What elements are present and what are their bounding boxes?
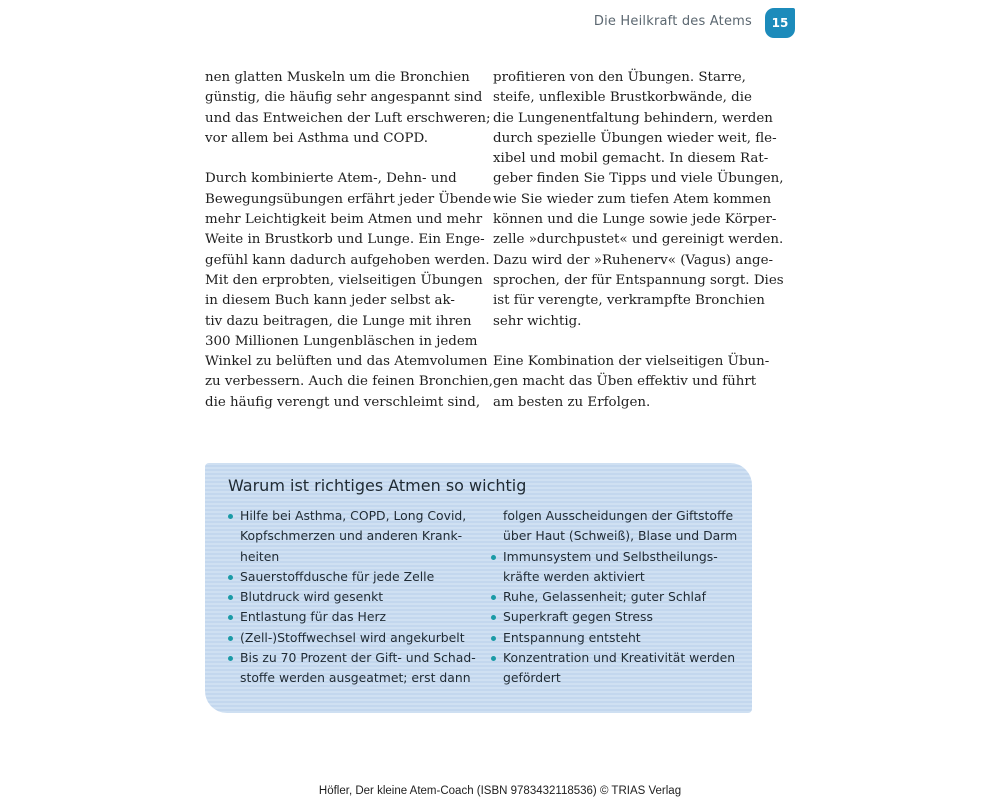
- text-line: Sauerstoffdusche für jede Zelle: [240, 568, 435, 584]
- paragraph: [493, 352, 768, 413]
- bullet-icon: [491, 656, 496, 661]
- text-line: Bewegungsübungen erfährt jeder Übende: [205, 191, 492, 207]
- list-item: [491, 607, 746, 627]
- text-line: gefördert: [503, 670, 561, 686]
- list-item-continuation: [491, 506, 746, 547]
- list-item: [228, 628, 483, 648]
- bullet-icon: [491, 636, 496, 641]
- text-line: tiv dazu beitragen, die Lunge mit ihren: [205, 313, 472, 329]
- text-line: steife, unflexible Brustkorbwände, die: [493, 90, 752, 106]
- text-line: sprochen, der für Entspannung sorgt. Dies: [493, 272, 784, 288]
- text-line: durch spezielle Übungen wieder weit, fle-: [493, 130, 777, 146]
- text-line: vor allem bei Asthma und COPD.: [205, 130, 429, 146]
- text-line: Mit den erprobten, vielseitigen Übungen: [205, 272, 483, 288]
- text-line: gen macht das Üben effektiv und führt: [493, 374, 757, 390]
- text-line: Superkraft gegen Stress: [503, 609, 653, 625]
- info-list-right: [491, 506, 746, 689]
- text-line: Ruhe, Gelassenheit; guter Schlaf: [503, 589, 706, 605]
- text-line: geber finden Sie Tipps und viele Übungen,: [493, 171, 784, 187]
- text-line: Konzentration und Kreativität werden: [503, 650, 736, 666]
- paragraph: [493, 68, 784, 332]
- text-line: mehr Leichtigkeit beim Atmen und mehr: [205, 212, 483, 228]
- info-list-left: [228, 506, 483, 689]
- bullet-icon: [228, 514, 233, 519]
- body-column-right: [493, 68, 784, 413]
- text-line: stoffe werden ausgeatmet; erst dann: [240, 670, 471, 686]
- footer-citation: Höfler, Der kleine Atem-Coach (ISBN 9783432118536) © TRIAS Verlag: [318, 785, 682, 797]
- running-head: Die Heilkraft des Atems: [593, 14, 752, 29]
- text-line: (Zell-)Stoffwechsel wird angekurbelt: [240, 629, 465, 645]
- list-item: [228, 648, 483, 689]
- text-line: Bis zu 70 Prozent der Gift- und Schad-: [240, 650, 476, 666]
- list-item: [228, 567, 483, 587]
- bullet-icon: [491, 615, 496, 620]
- text-line: xibel und mobil gemacht. In diesem Rat-: [493, 151, 769, 167]
- text-line: Immunsystem und Selbstheilungs-: [503, 548, 718, 564]
- text-line: Kopfschmerzen und anderen Krank-: [240, 528, 463, 544]
- text-line: wie Sie wieder zum tiefen Atem kommen: [493, 191, 772, 207]
- text-line: am besten zu Erfolgen.: [493, 394, 651, 410]
- text-line: günstig, die häufig sehr angespannt sind: [205, 90, 483, 106]
- list-item: [228, 587, 483, 607]
- list-item: [491, 587, 746, 607]
- text-line: heiten: [240, 548, 280, 564]
- list-item: [491, 648, 746, 689]
- info-box-title: Warum ist richtiges Atmen so wichtig: [228, 476, 527, 495]
- text-line: Hilfe bei Asthma, COPD, Long Covid,: [240, 508, 467, 523]
- text-line: Winkel zu belüften und das Atemvolumen: [205, 354, 488, 370]
- body-column-left: [205, 68, 493, 413]
- bullet-icon: [491, 595, 496, 600]
- bullet-icon: [228, 656, 233, 661]
- text-line: Eine Kombination der vielseitigen Übun-: [493, 354, 770, 370]
- text-line: Dazu wird der »Ruhenerv« (Vagus) ange-: [493, 252, 774, 268]
- text-line: folgen Ausscheidungen der Giftstoffe: [503, 508, 734, 523]
- text-line: Entlastung für das Herz: [240, 609, 387, 625]
- text-line: über Haut (Schweiß), Blase und Darm: [503, 528, 738, 544]
- bullet-icon: [228, 636, 233, 641]
- page-number-badge: 15: [765, 8, 795, 38]
- info-box: [205, 463, 752, 713]
- text-line: Entspannung entsteht: [503, 629, 641, 645]
- list-item: [228, 607, 483, 627]
- text-line: sehr wichtig.: [493, 313, 582, 329]
- text-line: nen glatten Muskeln um die Bronchien: [205, 70, 470, 85]
- bullet-icon: [228, 615, 233, 620]
- paragraph: [205, 68, 491, 149]
- bullet-icon: [228, 595, 233, 600]
- text-line: ist für verengte, verkrampfte Bronchien: [493, 293, 765, 309]
- text-line: profitieren von den Übungen. Starre,: [493, 70, 746, 85]
- text-line: kräfte werden aktiviert: [503, 568, 645, 584]
- text-line: Blutdruck wird gesenkt: [240, 589, 384, 605]
- text-line: in diesem Buch kann jeder selbst ak-: [205, 293, 455, 309]
- bullet-icon: [491, 555, 496, 560]
- text-line: und das Entweichen der Luft erschweren;: [205, 110, 491, 126]
- text-line: 300 Millionen Lungenbläschen in jedem: [205, 333, 478, 349]
- text-line: Durch kombinierte Atem-, Dehn- und: [205, 171, 457, 187]
- text-line: zu verbessern. Auch die feinen Bronchien,: [205, 374, 493, 390]
- list-item: [228, 506, 483, 567]
- bullet-icon: [228, 575, 233, 580]
- text-line: gefühl kann dadurch aufgehoben werden.: [205, 252, 490, 268]
- text-line: die Lungenentfaltung behindern, werden: [493, 110, 773, 126]
- list-item: [491, 547, 746, 588]
- text-line: die häufig verengt und verschleimt sind,: [205, 394, 481, 410]
- list-item: [491, 628, 746, 648]
- text-line: zelle »durchpustet« und gereinigt werden.: [493, 232, 784, 248]
- text-line: Weite in Brustkorb und Lunge. Ein Enge-: [205, 232, 485, 248]
- paragraph: [205, 169, 493, 413]
- text-line: können und die Lunge sowie jede Körper-: [493, 212, 777, 228]
